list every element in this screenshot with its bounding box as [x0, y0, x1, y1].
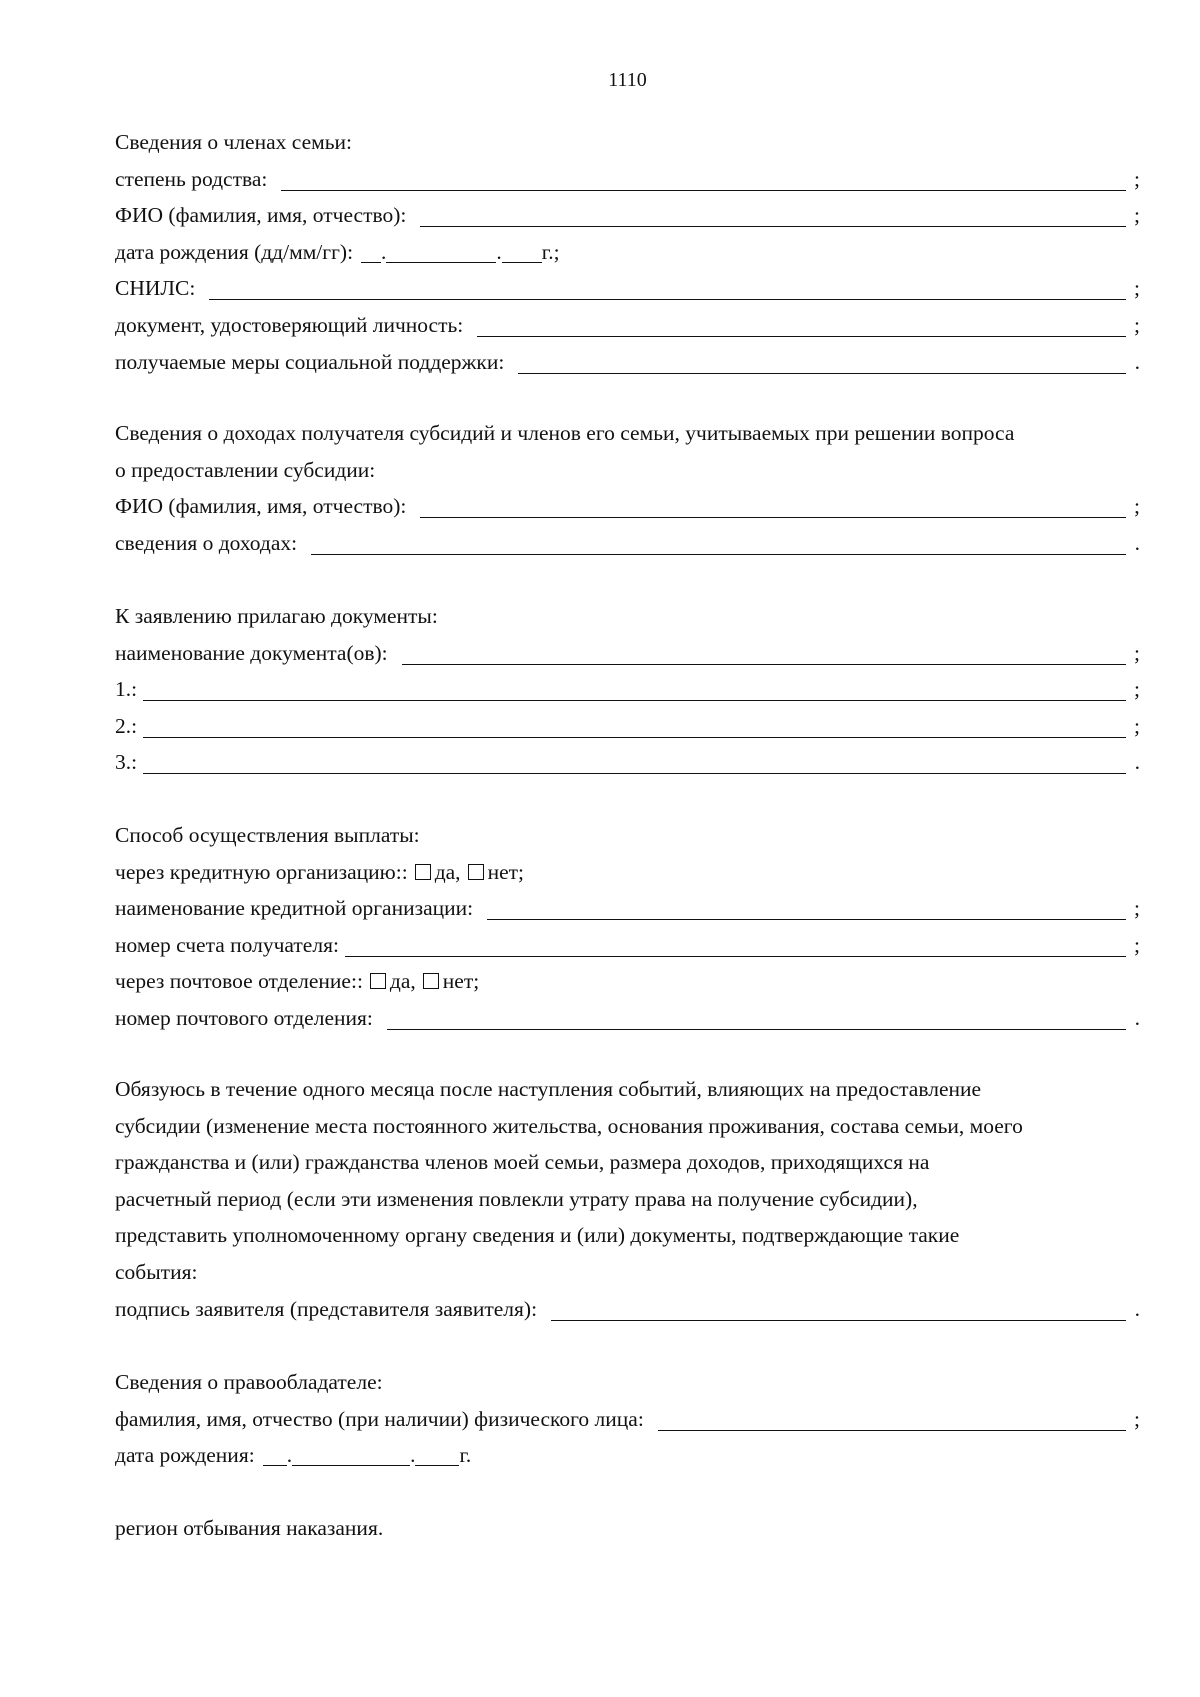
account-line: [115, 927, 1140, 964]
relation-line: [115, 161, 1140, 198]
attachment-item-3: [115, 744, 1140, 781]
rightholder-heading-line: [115, 1364, 1140, 1401]
attachment-item-3-field[interactable]: [143, 753, 1126, 774]
rightholder-fio-label: фамилия, имя, отчество (при наличии) физического лица:: [115, 1406, 644, 1431]
attachment-item-1-label: 1.:: [115, 677, 138, 702]
post-number-label: номер почтового отделения:: [115, 1005, 373, 1030]
attachment-item-2-end: ;: [1134, 713, 1140, 738]
relation-end: ;: [1134, 166, 1140, 191]
obligation-line-6: [115, 1254, 1140, 1291]
income-fio-end: ;: [1134, 494, 1140, 519]
birth-day-field[interactable]: [361, 244, 381, 263]
income-fio-line: [115, 488, 1140, 525]
income-label: сведения о доходах:: [115, 530, 298, 555]
birth-year-field[interactable]: [502, 244, 542, 263]
family-fio-end: ;: [1134, 203, 1140, 228]
credit-org-line: [115, 854, 1140, 891]
doc-name-end: ;: [1134, 640, 1140, 665]
family-birth-label: дата рождения (дд/мм/гг):: [115, 239, 354, 264]
attachment-item-1-field[interactable]: [143, 680, 1126, 701]
document-page: [115, 0, 1140, 1697]
doc-name-field[interactable]: [402, 644, 1126, 665]
post-no-checkbox[interactable]: [423, 973, 439, 989]
income-end: .: [1134, 530, 1140, 555]
post-number-end: .: [1134, 1005, 1140, 1030]
relation-label: степень родства:: [115, 166, 268, 191]
signature-label: подпись заявителя (представителя заявителя):: [115, 1296, 538, 1321]
family-birth-suffix: г.;: [541, 239, 560, 264]
snils-field[interactable]: [209, 279, 1126, 300]
id-doc-field[interactable]: [477, 316, 1126, 337]
family-heading-line: [115, 124, 1140, 161]
credit-org-name-field[interactable]: [487, 899, 1126, 920]
credit-org-yes-checkbox[interactable]: [415, 864, 431, 880]
page-number: 1110: [608, 69, 647, 91]
rightholder-birth-suffix: г.: [459, 1443, 472, 1468]
rightholder-section: [115, 1364, 1140, 1474]
doc-name-line: [115, 635, 1140, 672]
income-field[interactable]: [311, 534, 1126, 555]
account-end: ;: [1134, 932, 1140, 957]
signature-line: [115, 1291, 1140, 1328]
income-heading-line-1: [115, 415, 1140, 452]
income-heading-2: о предоставлении субсидии:: [115, 457, 376, 482]
attachment-item-3-end: .: [1134, 750, 1140, 775]
family-fio-label: ФИО (фамилия, имя, отчество):: [115, 203, 407, 228]
attachment-item-2-field[interactable]: [143, 717, 1126, 738]
post-yes-checkbox[interactable]: [370, 973, 386, 989]
support-label: получаемые меры социальной поддержки:: [115, 349, 505, 374]
support-end: .: [1134, 349, 1140, 374]
family-section: [115, 124, 1140, 380]
region-section: [115, 1510, 1140, 1547]
region-text: регион отбывания наказания.: [115, 1516, 384, 1540]
credit-org-name-end: ;: [1134, 896, 1140, 921]
rightholder-birth-year-field[interactable]: [415, 1447, 459, 1466]
obligation-line-5: [115, 1217, 1140, 1254]
attachments-section: [115, 598, 1140, 781]
credit-org-yes-label: да,: [434, 859, 461, 884]
family-fio-field[interactable]: [420, 206, 1126, 227]
id-doc-end: ;: [1134, 312, 1140, 337]
obligation-section: [115, 1071, 1140, 1327]
rightholder-birth-line: [115, 1437, 1140, 1474]
snils-line: [115, 270, 1140, 307]
obligation-text-6: события:: [115, 1259, 198, 1284]
attachments-heading: К заявлению прилагаю документы:: [115, 604, 438, 628]
rightholder-birth-dot-2: .: [410, 1443, 416, 1468]
payment-heading: Способ осуществления выплаты:: [115, 823, 420, 847]
post-no-label: нет;: [442, 969, 480, 994]
id-doc-line: [115, 307, 1140, 344]
rightholder-birth-month-field[interactable]: [292, 1447, 410, 1466]
income-fio-field[interactable]: [420, 497, 1126, 518]
signature-end: .: [1134, 1296, 1140, 1321]
income-section: [115, 415, 1140, 561]
payment-heading-line: [115, 817, 1140, 854]
credit-org-name-label: наименование кредитной организации:: [115, 896, 474, 921]
signature-field[interactable]: [551, 1300, 1126, 1321]
rightholder-birth-label: дата рождения:: [115, 1443, 255, 1468]
family-birth-line: [115, 234, 1140, 271]
support-line: [115, 344, 1140, 381]
attachment-item-2: [115, 708, 1140, 745]
birth-dot-1: .: [381, 239, 387, 264]
id-doc-label: документ, удостоверяющий личность:: [115, 312, 464, 337]
income-fio-label: ФИО (фамилия, имя, отчество):: [115, 494, 407, 519]
obligation-text-1: Обязуюсь в течение одного месяца после наступления событий, влияющих на предоставление: [115, 1077, 982, 1101]
income-line: [115, 525, 1140, 562]
credit-org-no-label: нет;: [487, 859, 524, 884]
post-yes-label: да,: [389, 969, 416, 994]
obligation-line-1: [115, 1071, 1140, 1108]
attachment-item-3-label: 3.:: [115, 750, 138, 775]
payment-section: [115, 817, 1140, 1037]
rightholder-heading: Сведения о правообладателе:: [115, 1370, 383, 1394]
birth-month-field[interactable]: [386, 244, 496, 263]
post-number-field[interactable]: [387, 1009, 1126, 1030]
rightholder-fio-field[interactable]: [658, 1410, 1126, 1431]
income-heading-1: Сведения о доходах получателя субсидий и членов его семьи, учитываемых при решении вопроса: [115, 421, 1015, 445]
credit-org-no-checkbox[interactable]: [468, 864, 484, 880]
attachment-item-1-end: ;: [1134, 677, 1140, 702]
rightholder-birth-day-field[interactable]: [263, 1447, 287, 1466]
post-label: через почтовое отделение::: [115, 969, 363, 994]
obligation-line-4: [115, 1181, 1140, 1218]
obligation-line-3: [115, 1144, 1140, 1181]
support-field[interactable]: [518, 353, 1126, 374]
credit-org-name-line: [115, 890, 1140, 927]
family-fio-line: [115, 197, 1140, 234]
account-field[interactable]: [345, 936, 1126, 957]
birth-dot-2: .: [496, 239, 502, 264]
post-line: [115, 963, 1140, 1000]
snils-end: ;: [1134, 276, 1140, 301]
credit-org-label: через кредитную организацию::: [115, 859, 408, 884]
post-number-line: [115, 1000, 1140, 1037]
relation-field[interactable]: [281, 170, 1126, 191]
doc-name-label: наименование документа(ов):: [115, 640, 388, 665]
rightholder-fio-line: [115, 1401, 1140, 1438]
account-label: номер счета получателя:: [115, 932, 339, 957]
income-heading-line-2: [115, 452, 1140, 489]
obligation-text-3: гражданства и (или) гражданства членов моей семьи, размера доходов, приходящихся на: [115, 1150, 930, 1175]
rightholder-birth-dot-1: .: [286, 1443, 293, 1468]
obligation-text-2: субсидии (изменение места постоянного жительства, основания проживания, состава семьи, моего: [115, 1113, 1023, 1138]
region-line: [115, 1510, 1140, 1547]
snils-label: СНИЛС:: [115, 276, 196, 301]
obligation-text-4: расчетный период (если эти изменения повлекли утрату права на получение субсидии),: [115, 1186, 918, 1211]
obligation-line-2: [115, 1108, 1140, 1145]
attachments-heading-line: [115, 598, 1140, 635]
rightholder-fio-end: ;: [1134, 1406, 1140, 1431]
obligation-text-5: представить уполномоченному органу сведения и (или) документы, подтверждающие такие: [115, 1223, 960, 1248]
attachment-item-1: [115, 671, 1140, 708]
family-heading: Сведения о членах семьи:: [115, 130, 353, 154]
attachment-item-2-label: 2.:: [115, 713, 138, 738]
